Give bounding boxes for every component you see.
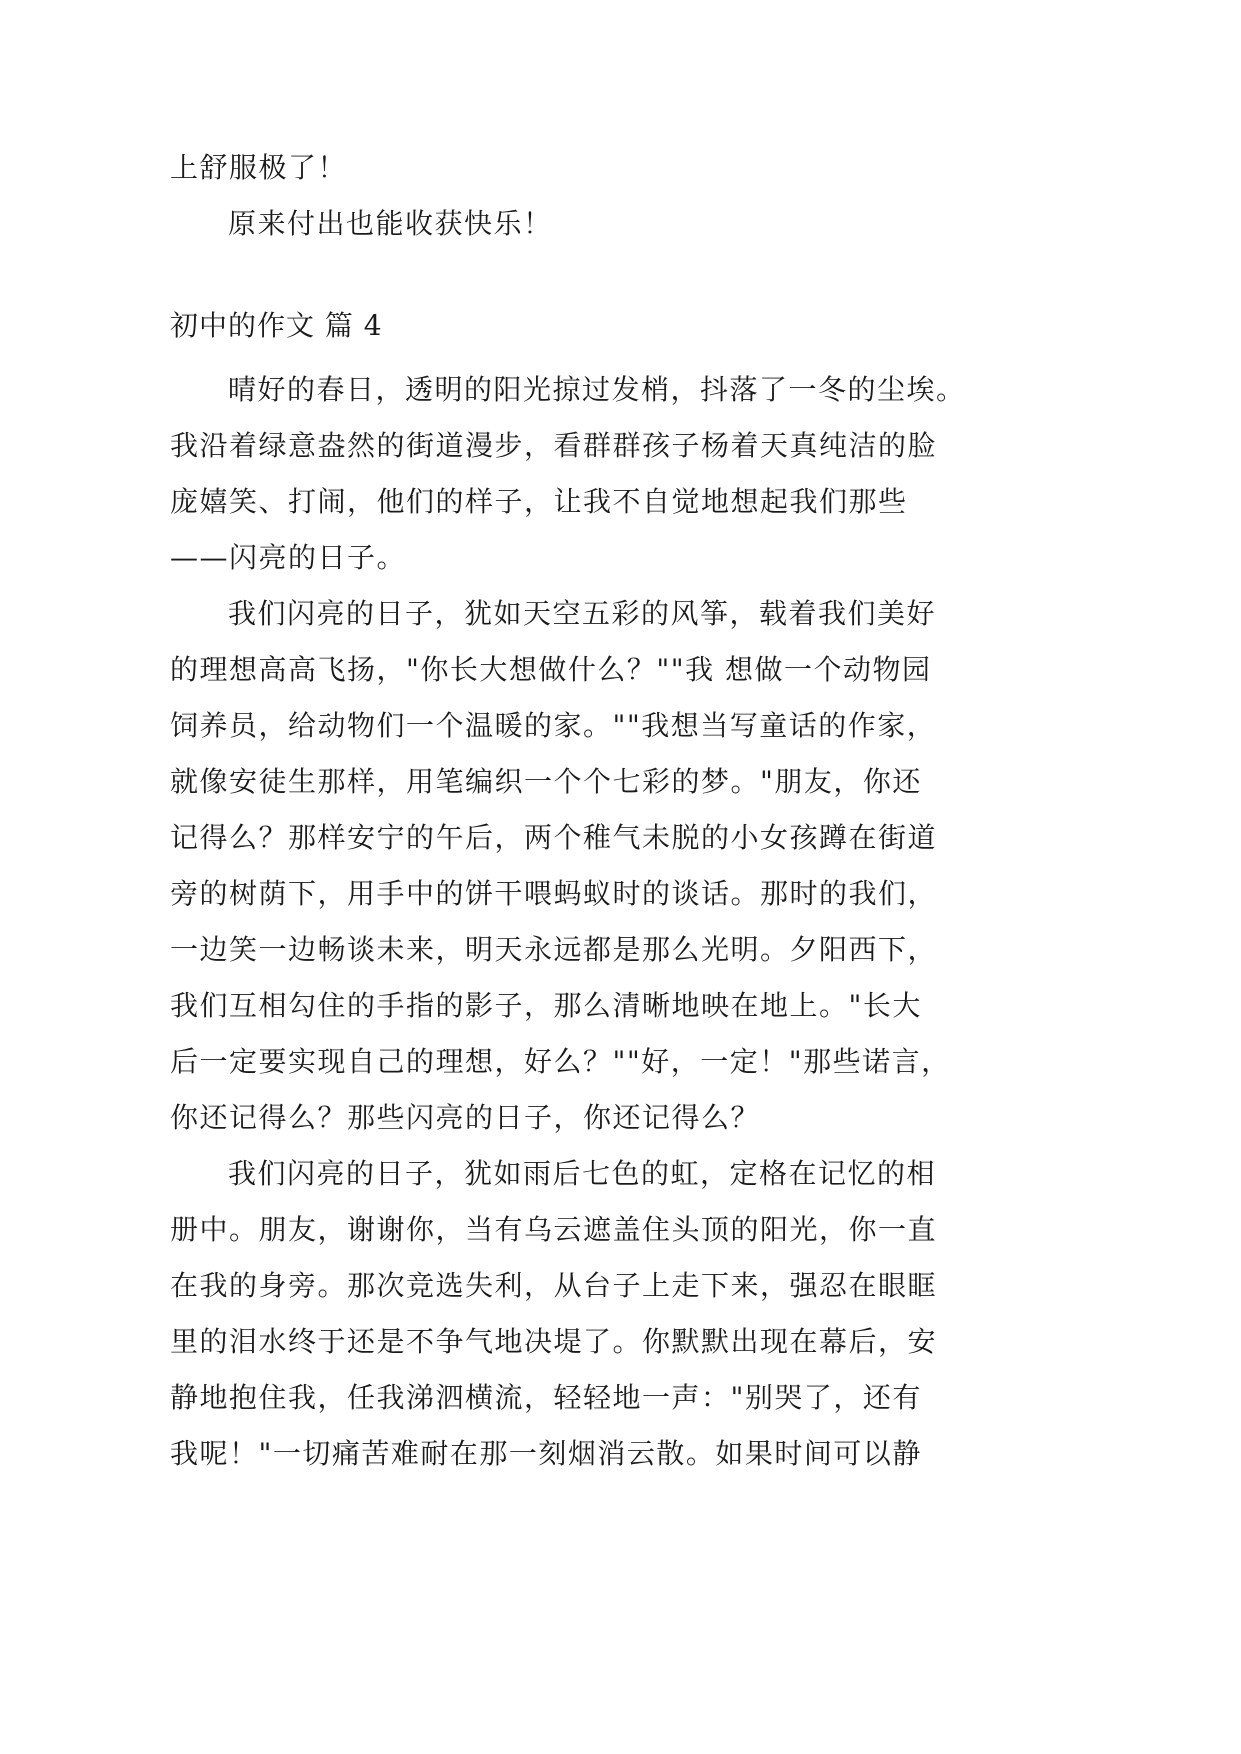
text-line: 里的泪水终于还是不争气地决堤了。你默默出现在幕后，安	[170, 1325, 938, 1358]
section-heading: 初中的作文 篇 4	[170, 309, 383, 342]
text-line: 后一定要实现自己的理想，好么？""好，一定！"那些诺言，	[170, 1045, 951, 1078]
text-line: 我沿着绿意盎然的街道漫步，看群群孩子杨着天真纯洁的脸	[170, 429, 938, 462]
text-line: 庞嬉笑、打闹，他们的样子，让我不自觉地想起我们那些	[170, 485, 908, 518]
text-line: 的理想高高飞扬，"你长大想做什么？""我 想做一个动物园	[170, 653, 932, 686]
text-line: 旁的树荫下，用手中的饼干喂蚂蚁时的谈话。那时的我们，	[170, 877, 938, 910]
text-line: 原来付出也能收获快乐！	[228, 207, 553, 240]
text-line: ——闪亮的日子。	[170, 541, 407, 574]
text-line: 我们闪亮的日子，犹如雨后七色的虹，定格在记忆的相	[228, 1157, 937, 1190]
text-line: 晴好的春日，透明的阳光掠过发梢，抖落了一冬的尘埃。	[228, 373, 966, 406]
text-line: 静地抱住我，任我涕泗横流，轻轻地一声："别哭了，还有	[170, 1381, 922, 1414]
text-line: 就像安徒生那样，用笔编织一个个七彩的梦。"朋友，你还	[170, 765, 922, 798]
text-line: 在我的身旁。那次竞选失利，从台子上走下来，强忍在眼眶	[170, 1269, 938, 1302]
text-line: 饲养员，给动物们一个温暖的家。""我想当写童话的作家，	[170, 709, 937, 742]
text-line: 你还记得么？那些闪亮的日子，你还记得么？	[170, 1101, 761, 1134]
text-line: 我呢！"一切痛苦难耐在那一刻烟消云散。如果时间可以静	[170, 1437, 922, 1470]
text-line: 记得么？那样安宁的午后，两个稚气未脱的小女孩蹲在街道	[170, 821, 938, 854]
text-line: 册中。朋友，谢谢你，当有乌云遮盖住头顶的阳光，你一直	[170, 1213, 938, 1246]
text-line: 一边笑一边畅谈未来，明天永远都是那么光明。夕阳西下，	[170, 933, 938, 966]
text-line: 我们互相勾住的手指的影子，那么清晰地映在地上。"长大	[170, 989, 922, 1022]
text-line: 上舒服极了！	[170, 151, 348, 184]
text-line: 我们闪亮的日子，犹如天空五彩的风筝，载着我们美好	[228, 597, 937, 630]
